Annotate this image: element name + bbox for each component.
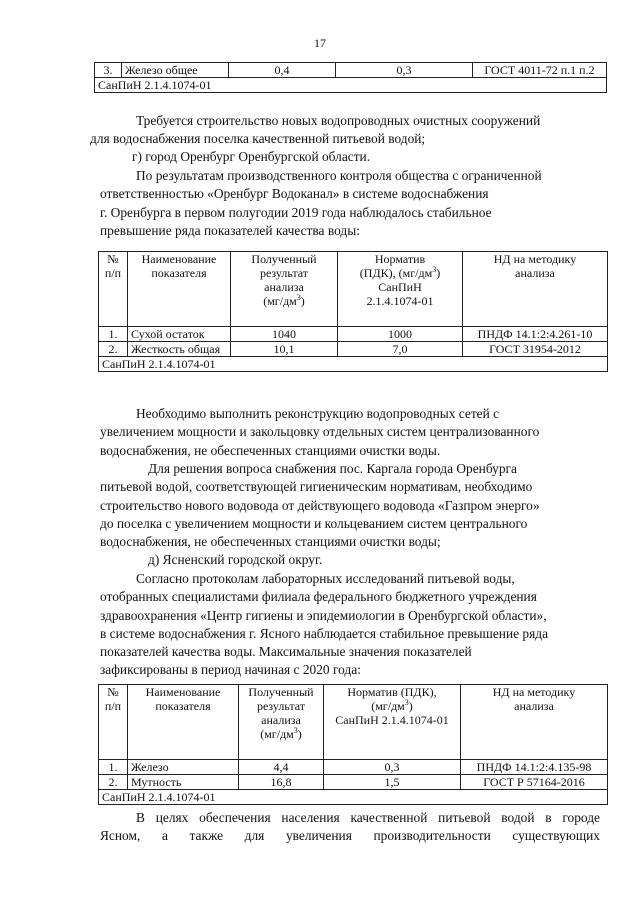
item-g: г) город Оренбург Оренбургской области. [132, 149, 371, 164]
cell-norm: 0,3 [336, 63, 473, 78]
paragraph-2 [100, 167, 600, 240]
header-text: Наименование [145, 685, 221, 699]
cell-method: ПНДФ 14.1:2:4.261-10 [463, 327, 608, 342]
header-name [128, 685, 239, 760]
header-text: № [107, 252, 119, 266]
text-line: В целях обеспечения населения качественной питьевой водой в городе [136, 810, 600, 825]
text-line: Согласно протоколам лабораторных исследований питьевой воды, [136, 571, 515, 586]
cell-result: 16,8 [239, 775, 324, 790]
header-method [463, 252, 608, 327]
header-method [461, 685, 608, 760]
header-text: п/п [104, 266, 122, 280]
cell-num: 3. [95, 63, 122, 78]
header-result [239, 685, 324, 760]
header-text: НД на методику [493, 252, 577, 266]
header-text: показателя [151, 266, 207, 280]
text-line: Ясном, а также для увеличения производительности существующих [100, 828, 600, 844]
paragraph-4 [100, 460, 600, 551]
header-text: Полученный [248, 685, 314, 699]
header-text: Норматив (ПДК), [347, 685, 437, 699]
table-footer: СанПиН 2.1.4.1074-01 [99, 790, 608, 805]
cell-method: ГОСТ Р 57164-2016 [461, 775, 608, 790]
table-row [99, 760, 608, 775]
cell-name: Железо общее [122, 63, 229, 78]
header-text: анализа [514, 699, 554, 713]
text-line: водоснабжения, не обеспеченных станциями очистки воды. [100, 442, 441, 458]
text-line: зафиксированы в период начиная с 2020 года: [100, 662, 361, 678]
cell-num: 2. [99, 342, 128, 357]
header-text: $(мг/дм^3)$ [371, 698, 413, 713]
page-number: 17 [314, 36, 326, 50]
header-text: анализа [515, 266, 555, 280]
header-text: анализа [261, 713, 301, 727]
table-row [99, 327, 608, 342]
header-text: (ПДК), $(мг/дм^3)$ [359, 265, 441, 280]
text-line: увеличением мощности и закольцовку отдельных систем централизованного [100, 424, 540, 440]
header-text: анализа [264, 280, 304, 294]
table-continuation [94, 62, 607, 93]
cell-num: 2. [99, 775, 128, 790]
text-line: ответственностью «Оренбург Водоканал» в системе водоснабжения [100, 186, 489, 202]
cell-result: 10,1 [231, 342, 338, 357]
text-line: превышение ряда показателей качества воды: [100, 222, 360, 238]
header-text: НД на методику [492, 685, 576, 699]
header-result [231, 252, 338, 327]
text-line: Требуется строительство новых водопроводных очистных сооружений [136, 113, 541, 128]
header-text: 2.1.4.1074-01 [366, 294, 434, 308]
header-text: Наименование [141, 252, 217, 266]
cell-method: ГОСТ 31954-2012 [463, 342, 608, 357]
header-norm [338, 252, 463, 327]
header-num [99, 252, 128, 327]
paragraph-1 [90, 112, 600, 149]
cell-num: 1. [99, 760, 128, 775]
header-name [128, 252, 231, 327]
cell-num: 1. [99, 327, 128, 342]
header-text: $(мг/дм^3)$ [263, 293, 305, 308]
text-line: отобранных специалистами филиала федерального бюджетного учреждения [100, 589, 537, 605]
paragraph-3 [100, 405, 600, 460]
header-text: Норматив [374, 252, 426, 266]
header-num [99, 685, 128, 760]
cell-method: ГОСТ 4011-72 п.1 п.2 [473, 63, 607, 78]
text-line: По результатам производственного контроля общества с ограниченной [136, 168, 542, 183]
cell-norm: 0,3 [324, 760, 461, 775]
cell-result: 1040 [231, 327, 338, 342]
text-line: г. Оренбурга в первом полугодии 2019 года наблюдалось стабильное [100, 204, 492, 220]
water-quality-table-yasny [98, 684, 608, 805]
table-footer: СанПиН 2.1.4.1074-01 [99, 357, 608, 372]
cell-name: Железо [128, 760, 239, 775]
table-footer-row [99, 790, 608, 805]
table-footer: СанПиН 2.1.4.1074-01 [95, 78, 607, 93]
table-row [95, 63, 607, 78]
text-line: строительство нового водовода от действующего водовода «Газпром энерго» [100, 497, 540, 513]
table-row [99, 775, 608, 790]
cell-name: Жесткость общая [128, 342, 231, 357]
cell-norm: 7,0 [338, 342, 463, 357]
table-header-row [99, 685, 608, 760]
text-line: водоснабжения, не обеспеченных станциями очистки воды; [100, 534, 441, 550]
text-line: показателей качества воды. Максимальные значения показателей [100, 644, 472, 660]
cell-norm: 1,5 [324, 775, 461, 790]
header-text: СанПиН [378, 280, 422, 294]
item-d: д) Ясненский городской округ. [148, 552, 323, 567]
table-header-row [99, 252, 608, 327]
header-norm [324, 685, 461, 760]
text-line: до поселка с увеличением мощности и кольцеванием систем центрального [100, 515, 528, 531]
header-text: результат [259, 266, 309, 280]
table-footer-row [99, 357, 608, 372]
cell-name: Сухой остаток [128, 327, 231, 342]
header-text: № [107, 685, 119, 699]
paragraph-5 [100, 570, 600, 680]
text-line: здравоохранения «Центр гигиены и эпидемиологии в Оренбургской области», [100, 607, 547, 623]
cell-name: Мутность [128, 775, 239, 790]
header-text: СанПиН 2.1.4.1074-01 [335, 713, 449, 727]
table-row [99, 342, 608, 357]
cell-result: 0,4 [229, 63, 336, 78]
table-footer-row [95, 78, 607, 93]
text-line: Для решения вопроса снабжения пос. Каргала города Оренбурга [148, 461, 517, 476]
text-line: для водоснабжения поселка качественной питьевой водой; [90, 131, 426, 147]
header-text: показателя [155, 699, 211, 713]
cell-result: 4,4 [239, 760, 324, 775]
cell-method: ПНДФ 14.1:2:4.135-98 [461, 760, 608, 775]
header-text: Полученный [251, 252, 317, 266]
header-text: $(мг/дм^3)$ [260, 726, 302, 741]
paragraph-6 [100, 809, 600, 846]
cell-norm: 1000 [338, 327, 463, 342]
water-quality-table-orenburg [98, 251, 608, 372]
text-line: в системе водоснабжения г. Ясного наблюдается стабильное превышение ряда [100, 625, 549, 641]
header-text: п/п [104, 699, 122, 713]
header-text: результат [256, 699, 306, 713]
text-line: питьевой водой, соответствующей гигиеническим нормативам, необходимо [100, 479, 533, 495]
text-line: Необходимо выполнить реконструкцию водопроводных сетей с [136, 406, 500, 421]
